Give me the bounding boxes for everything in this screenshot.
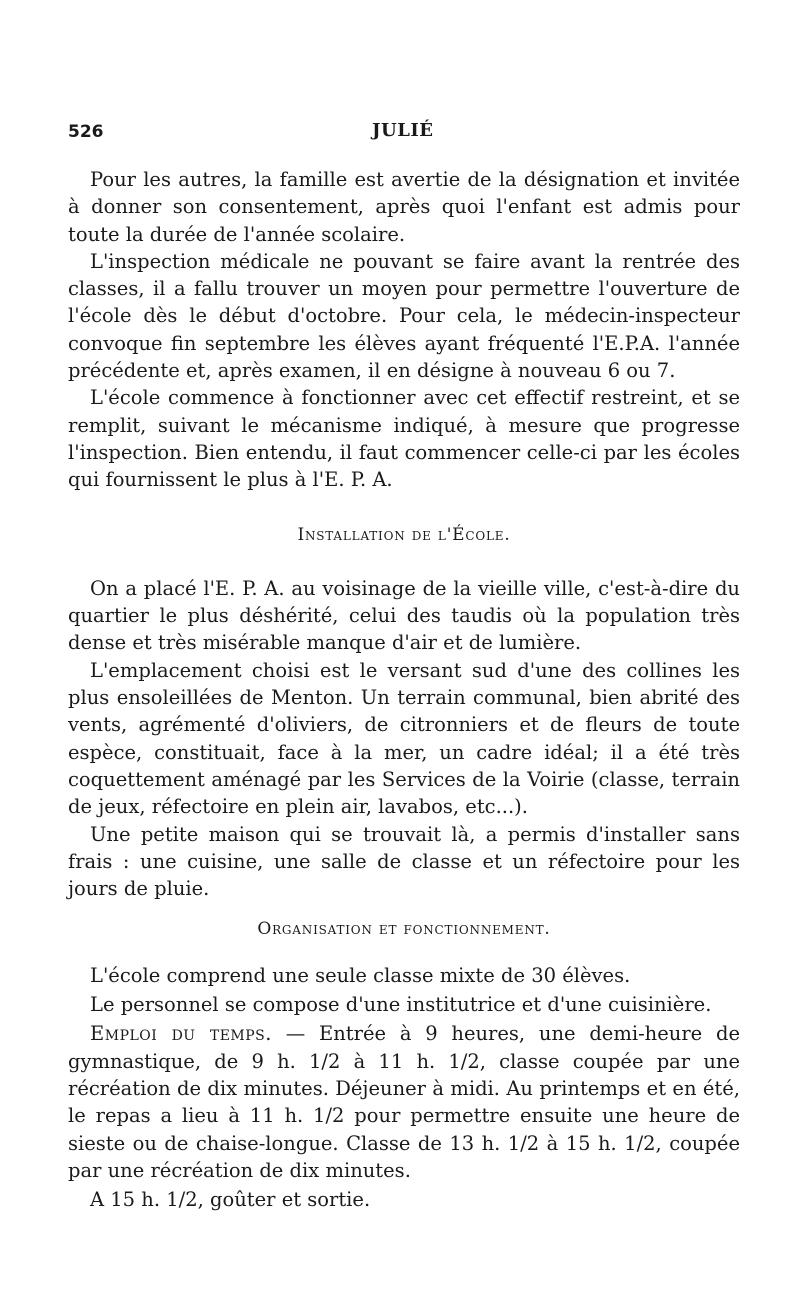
paragraph: L'emplacement choisi est le versant sud d'une des collines les plus ensoleillées de Menton. Un terrain communal, bien abrité des vents, agrémenté d'oliviers, de citronniers et de fleurs de toute espèce, constituait, face à la mer, un cadre idéal; il a été très coquettement aménagé par les Services de la Voirie (classe, terrain de jeux, réfectoire en plein air, lavabos, etc...).	[68, 658, 740, 819]
paragraph-emploi-du-temps	[68, 1020, 740, 1184]
paragraph: L'école comprend une seule classe mixte de 30 élèves.	[90, 963, 631, 987]
paragraph: L'inspection médicale ne pouvant se faire avant la rentrée des classes, il a fallu trouver un moyen pour permettre l'ouverture de l'école dès le début d'octobre. Pour cela, le médecin-inspecteur convoque fin septembre les élèves ayant fréquenté l'E.P.A. l'année précédente et, après examen, il en désigne à nouveau 6 ou 7.	[68, 249, 740, 383]
paragraph: Une petite maison qui se trouvait là, a permis d'installer sans frais : une cuisine, une salle de classe et un réfectoire pour les jours de pluie.	[68, 822, 740, 901]
paragraph: On a placé l'E. P. A. au voisinage de la vieille ville, c'est-à-dire du quartier le plus déshérité, celui des taudis où la population très dense et très misérable manque d'air et de lumière.	[68, 576, 740, 655]
running-head: JULIÉ	[372, 120, 434, 141]
body-text	[68, 166, 740, 1213]
page-number: 526	[68, 122, 104, 142]
paragraph-final: A 15 h. 1/2, goûter et sortie.	[90, 1188, 371, 1212]
section-heading-installation: Installation de l'École.	[297, 524, 511, 545]
paragraph: Le personnel se compose d'une institutrice et d'une cuisinière.	[90, 993, 712, 1017]
paragraph: L'école commence à fonctionner avec cet effectif restreint, et se remplit, suivant le mécanisme indiqué, à mesure que progresse l'inspection. Bien entendu, il faut commencer celle-ci par les écoles qui fournissent le plus à l'E. P. A.	[68, 386, 740, 492]
section-heading-organisation: Organisation et fonctionnement.	[257, 919, 551, 940]
page-header	[68, 118, 740, 146]
emploi-du-temps-text: — Entrée à 9 heures, une demi-heure de gymnastique, de 9 h. 1/2 à 11 h. 1/2, classe coupée par une récréation de dix minutes. Déjeuner à midi. Au printemps et en été, le repas a lieu à 11 h. 1/2 pour permettre ensuite une heure de sieste ou de chaise-longue. Classe de 13 h. 1/2 à 15 h. 1/2, coupée par une récréation de dix minutes.	[68, 1022, 740, 1182]
paragraph: Pour les autres, la famille est avertie de la désignation et invitée à donner son consentement, après quoi l'enfant est admis pour toute la durée de l'année scolaire.	[68, 168, 740, 246]
emploi-du-temps-label: Emploi du temps.	[90, 1022, 272, 1046]
